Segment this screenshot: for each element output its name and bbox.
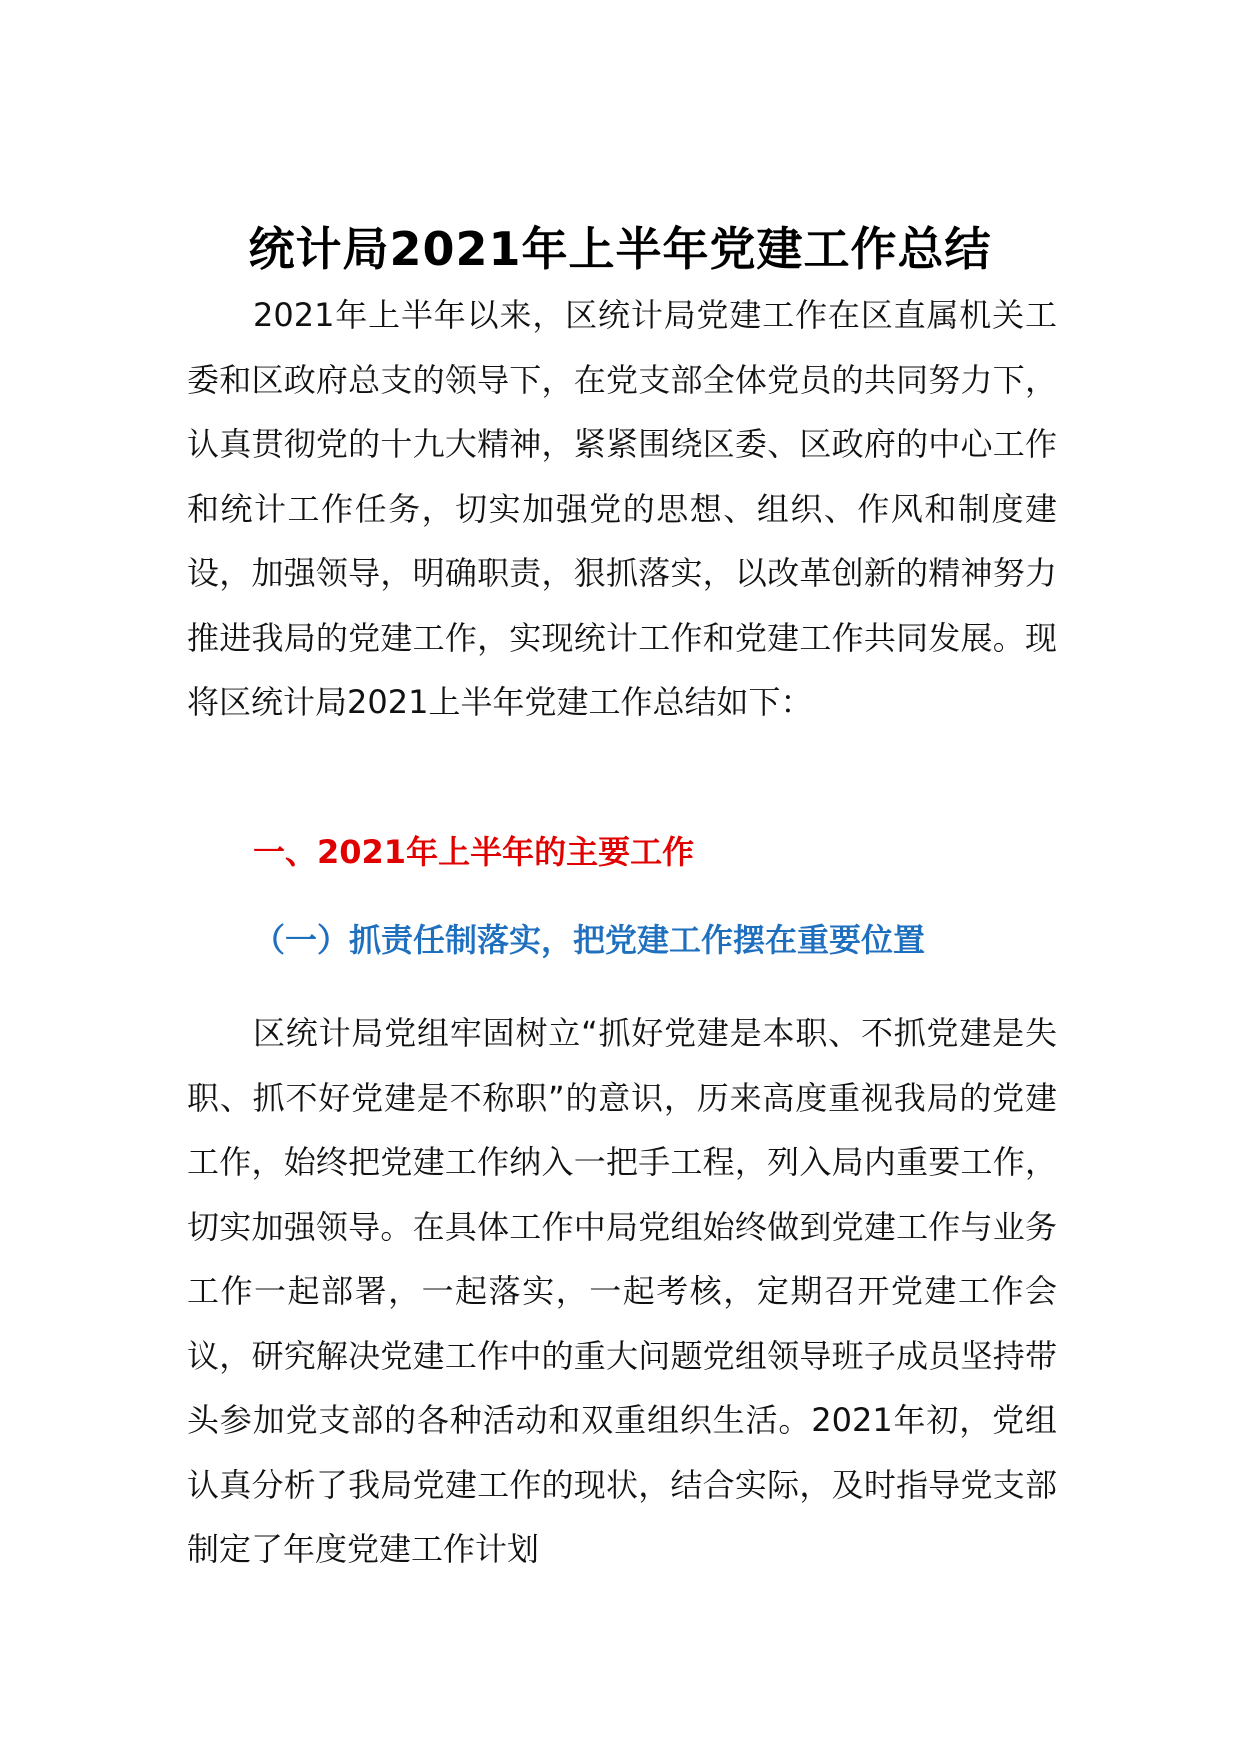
- subsection-heading: （一）抓责任制落实，把党建工作摆在重要位置: [253, 921, 926, 959]
- section-paragraph: 区统计局党组牢固树立“抓好党建是本职、不抓党建是失职、抓不好党建是不称职”的意识，历来高度重视我局的党建工作，始终把党建工作纳入一把手工程，列入局内重要工作，切实加强领导。在具体工作中局党组始终做到党建工作与业务工作一起部署，一起落实，一起考核，定期召开党建工作会议，研究解决党建工作中的重大问题党组领导班子成员坚持带头参加党支部的各种活动和双重组织生活。2021年初，党组认真分析了我局党建工作的现状，结合实际，及时指导党支部制定了年度党建工作计划: [187, 1014, 1057, 1568]
- document-title: 统计局2021年上半年党建工作总结: [248, 221, 992, 276]
- intro-paragraph: 2021年上半年以来，区统计局党建工作在区直属机关工委和区政府总支的领导下，在党支部全体党员的共同努力下，认真贯彻党的十九大精神，紧紧围绕区委、区政府的中心工作和统计工作任务，切实加强党的思想、组织、作风和制度建设，加强领导，明确职责，狠抓落实，以改革创新的精神努力推进我局的党建工作，实现统计工作和党建工作共同发展。现将区统计局2021上半年党建工作总结如下：: [187, 296, 1057, 721]
- section-heading: 一、2021年上半年的主要工作: [253, 833, 695, 871]
